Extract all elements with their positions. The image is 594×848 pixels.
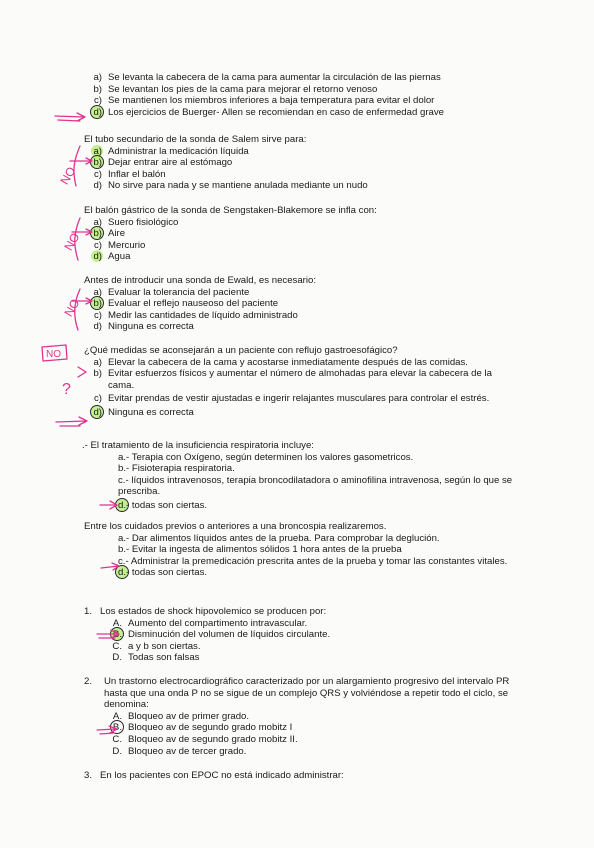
- option-text: Se levanta la cabecera de la cama para aumentar la circulación de las piernas: [108, 72, 441, 83]
- question-number: 3.: [84, 770, 93, 781]
- option-text: Fisioterapia respiratoria.: [131, 463, 235, 475]
- arrow-mark: [58, 120, 80, 121]
- option-text: Bloqueo av de tercer grado.: [128, 745, 247, 757]
- arrow-mark: [100, 733, 114, 734]
- option-letter: c.-: [118, 555, 129, 567]
- arrow-mark: [78, 367, 86, 377]
- no-mark: NO: [61, 296, 83, 319]
- option-text: todas son ciertas.: [131, 567, 208, 579]
- question-text: Los estados de shock hipovolemico se producen por:: [100, 606, 327, 617]
- option-text: Bloqueo av de segundo grado mobitz II.: [128, 733, 298, 745]
- option-letter: A.: [112, 710, 122, 722]
- option-letter: a.-: [118, 451, 130, 463]
- question-stem: .- El tratamiento de la insuficiencia respiratoria incluye:: [82, 440, 314, 451]
- option-text: Bloqueo av de segundo grado mobitz I: [128, 722, 293, 734]
- question-mark: ?: [62, 381, 71, 398]
- option-text: Suero fisiológico: [108, 216, 179, 228]
- option-letter: c): [94, 239, 102, 251]
- option-letter: d.-: [118, 567, 129, 579]
- option-letter: d): [93, 321, 102, 333]
- option-text: Evitar la ingesta de alimentos sólidos 1 hora antes de la prueba: [131, 544, 402, 556]
- option-letter: b): [93, 83, 102, 95]
- option-letter: a): [93, 216, 102, 228]
- option-text: líquidos intravenosos, terapia broncodilatadora o aminofilina intravenosa, según lo que se prescriba.: [118, 474, 513, 498]
- option-letter: a): [93, 286, 102, 298]
- option-text: Disminución del volumen de líquidos circulante.: [128, 629, 331, 641]
- arrow-mark: [101, 563, 119, 570]
- option-letter: b.-: [118, 463, 130, 475]
- option-letter: d): [84, 107, 102, 119]
- option-text: Bloqueo av de primer grado.: [128, 710, 250, 722]
- option-letter: C.: [112, 733, 122, 745]
- option-text: Administrar la medicación líquida: [108, 145, 249, 157]
- question-stem: Entre los cuidados previos o anteriores a una broncospia realizaremos.: [84, 521, 387, 532]
- option-letter: b): [93, 368, 102, 380]
- question-number: 1.: [84, 606, 93, 617]
- arrow-mark: [100, 501, 117, 509]
- bracket-mark: [74, 146, 80, 186]
- option-text: Ninguna es correcta: [108, 321, 194, 333]
- question-stem: El tubo secundario de la sonda de Salem sirve para:: [84, 134, 307, 145]
- question-stem: El balón gástrico de la sonda de Sengstaken-Blakemore se infla con:: [84, 205, 377, 216]
- option-text: Dejar entrar aire al estómago: [108, 157, 233, 169]
- option-text: Dar alimentos líquidos antes de la prueba. Para comprobar la deglución.: [131, 532, 440, 544]
- no-mark: NO: [57, 164, 79, 187]
- option-text: Aumento del compartimento intravascular.: [128, 617, 308, 629]
- option-text: Medir las cantidades de líquido administrado: [108, 309, 298, 321]
- option-letter: d): [93, 180, 102, 192]
- option-text: Evitar prendas de vestir ajustadas e ingerir relajantes musculares para controlar el estrés.: [108, 393, 490, 405]
- no-mark: NO: [46, 349, 61, 360]
- arrow-mark: [70, 158, 92, 164]
- option-text: Terapia con Oxígeno, según determinen los valores gasometricos.: [131, 451, 414, 463]
- option-letter: a): [93, 356, 102, 368]
- option-letter: A.: [112, 617, 122, 629]
- option-letter: b): [84, 228, 102, 240]
- option-text: todas son ciertas.: [131, 499, 208, 511]
- question-text: En los pacientes con EPOC no está indicado administrar:: [100, 770, 344, 781]
- option-letter: c): [94, 168, 102, 180]
- option-text: Elevar la cabecera de la cama y acostarse inmediatamente después de las comidas.: [108, 356, 468, 368]
- option-letter: a): [84, 146, 102, 158]
- option-text: No sirve para nada y se mantiene anulada mediante un nudo: [108, 180, 368, 192]
- option-text: Evaluar el reflejo nauseoso del paciente: [108, 298, 279, 310]
- option-letter: d.-: [118, 500, 129, 512]
- option-text: Evitar esfuerzos físicos y aumentar el número de almohadas para elevar la cabecera de la cama.: [108, 368, 492, 391]
- option-letter: b.-: [118, 544, 130, 556]
- option-letter: B.: [104, 722, 122, 734]
- arrow-mark: [56, 417, 87, 425]
- option-letter: C.: [112, 640, 122, 652]
- option-text: Todas son falsas: [128, 652, 200, 664]
- option-letter: d): [84, 251, 102, 263]
- question-number: 2.: [84, 676, 93, 687]
- option-letter: a): [93, 72, 102, 83]
- option-letter: D.: [112, 652, 122, 664]
- arrow-mark: [97, 630, 119, 638]
- option-letter: B.: [104, 629, 122, 641]
- question-stem: ¿Qué medidas se aconsejarán a un paciente con reflujo gastroesofágico?: [84, 345, 398, 356]
- option-text: Aire: [108, 228, 126, 240]
- option-letter: c.-: [118, 474, 129, 486]
- option-text: a y b son ciertas.: [128, 640, 201, 652]
- option-text: Evaluar la tolerancia del paciente: [108, 286, 250, 298]
- option-text: Se mantienen los miembros inferiores a baja temperatura para evitar el dolor: [108, 95, 435, 107]
- option-text: Agua: [108, 251, 131, 263]
- option-letter: c): [94, 95, 102, 107]
- no-mark: NO: [61, 230, 83, 253]
- question-text: Un trastorno electrocardiográfico caracterizado por un alargamiento progresivo del intervalo PR hasta que una onda P no se sigue de un complejo QRS y volviéndose a repetir todo el ciclo, se denomina:: [104, 676, 510, 711]
- arrow-mark: [97, 726, 117, 733]
- option-text: Mercurio: [108, 239, 146, 251]
- option-letter: a.-: [118, 532, 130, 544]
- option-letter: d): [84, 407, 102, 419]
- option-text: Se levantan los pies de la cama para mejorar el retorno venoso: [108, 83, 378, 95]
- option-text: Administrar la premedicación prescrita antes de la prueba y tomar las constantes vitales.: [130, 555, 508, 567]
- option-letter: b): [84, 298, 102, 310]
- question-stem: Antes de introducir una sonda de Ewald, es necesario:: [84, 275, 316, 286]
- option-text: Inflar el balón: [108, 168, 166, 180]
- option-letter: D.: [112, 745, 122, 757]
- option-letter: b): [84, 157, 102, 169]
- option-letter: c): [94, 393, 102, 405]
- option-letter: c): [94, 309, 102, 321]
- option-text: Ninguna es correcta: [108, 406, 194, 418]
- option-text: Los ejercicios de Buerger- Allen se recomiendan en caso de enfermedad grave: [108, 106, 444, 118]
